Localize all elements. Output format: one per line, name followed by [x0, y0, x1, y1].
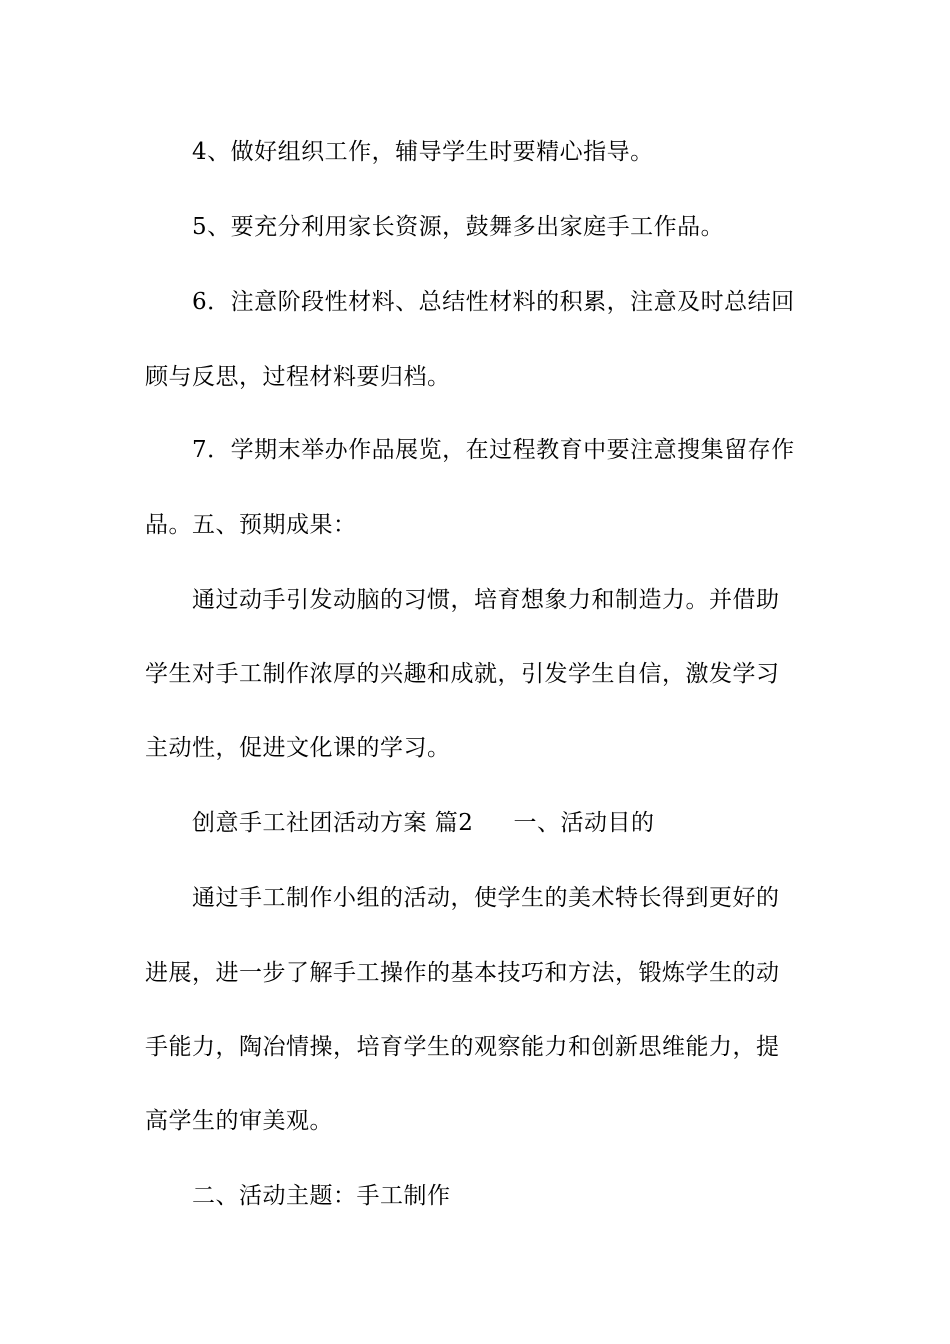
paragraph-line: 手能力，陶冶情操，培育学生的观察能力和创新思维能力，提 — [145, 1034, 780, 1060]
paragraph-line: 5、要充分利用家长资源，鼓舞多出家庭手工作品。 — [192, 214, 725, 240]
paragraph-line: 主动性，促进文化课的学习。 — [145, 735, 451, 761]
paragraph-line: 4、做好组织工作，辅导学生时要精心指导。 — [192, 139, 654, 165]
section-heading: 一、活动目的 — [513, 810, 655, 836]
paragraph-line: 7．学期末举办作品展览，在过程教育中要注意搜集留存作 — [192, 437, 795, 463]
paragraph-line: 顾与反思，过程材料要归档。 — [145, 364, 451, 390]
section-heading: 二、活动主题：手工制作 — [192, 1183, 451, 1209]
section-heading-line — [192, 808, 862, 838]
paragraph-line: 品。五、预期成果： — [145, 512, 357, 538]
paragraph-line: 进展，进一步了解手工操作的基本技巧和方法，锻炼学生的动 — [145, 960, 780, 986]
paragraph-line: 学生对手工制作浓厚的兴趣和成就，引发学生自信，激发学习 — [145, 661, 780, 687]
paragraph-line: 6．注意阶段性材料、总结性材料的积累，注意及时总结回 — [192, 289, 795, 315]
paragraph-line: 高学生的审美观。 — [145, 1108, 333, 1134]
plan-title: 创意手工社团活动方案 篇2 — [192, 810, 474, 836]
paragraph-line: 通过手工制作小组的活动，使学生的美术特长得到更好的 — [192, 885, 780, 911]
paragraph-line: 通过动手引发动脑的习惯，培育想象力和制造力。并借助 — [192, 587, 780, 613]
